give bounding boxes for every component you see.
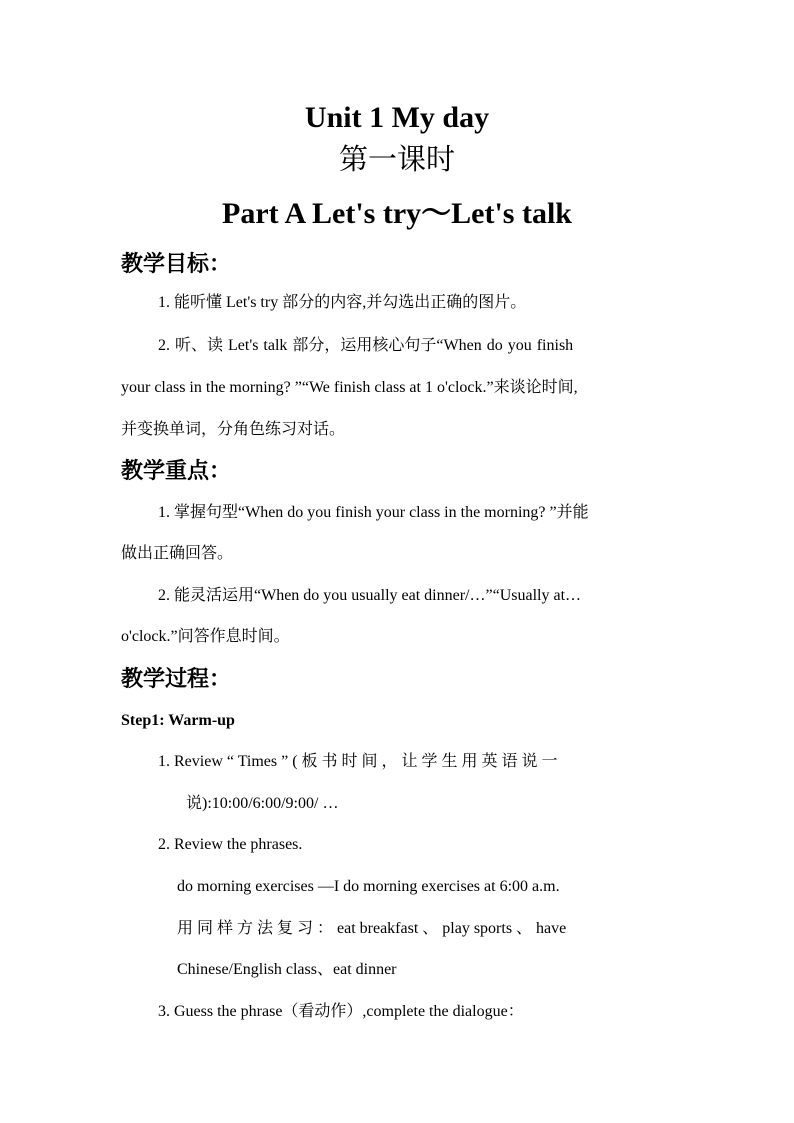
key-point-2-line-2: o'clock.”问答作息时间。 (121, 628, 290, 645)
process-heading: 教学过程： (121, 666, 232, 691)
part-title: Part A Let's try～Let's talk (222, 197, 572, 230)
key-points-heading: 教学重点： (121, 458, 232, 483)
objective-item-2-line-2: your class in the morning? ”“We finish class at 1 o'clock.”来谈论时间, (121, 379, 578, 396)
key-point-1-line-1: 1. 掌握句型“When do you finish your class in the morning? ”并能 (158, 504, 589, 521)
step1-item-2: 2. Review the phrases. (158, 836, 303, 853)
objective-item-2-line-1 (158, 335, 672, 357)
objectives-heading: 教学目标： (121, 251, 232, 276)
step1-item-1-line-2: 说):10:00/6:00/9:00/ … (186, 795, 339, 812)
objective-item-1: 1. 能听懂 Let's try 部分的内容,并勾选出正确的图片。 (158, 294, 527, 311)
objective-item-2-line-3: 并变换单词，分角色练习对话。 (121, 421, 346, 438)
step1-heading: Step1: Warm-up (121, 712, 235, 729)
key-point-1-line-2: 做出正确回答。 (121, 545, 234, 562)
step1-item-2-example: do morning exercises —I do morning exercises at 6:00 a.m. (177, 878, 560, 895)
key-point-2-line-1: 2. 能灵活运用“When do you usually eat dinner/…”“Usually at… (158, 587, 582, 604)
step1-item-2-line-4: Chinese/English class、eat dinner (177, 961, 397, 978)
step1-item-3: 3. Guess the phrase（看动作）,complete the dialogue： (158, 1003, 524, 1020)
objective-item-2-line-1-text: 2. 听、读 Let's talk 部分，运用核心句子“When do you finish (158, 337, 574, 354)
step1-item-2-line-3: 用 同 样 方 法 复 习 ： eat breakfast 、 play sports 、 have (177, 920, 567, 937)
unit-title: Unit 1 My day (304, 101, 490, 134)
lesson-title: 第一课时 (338, 144, 455, 176)
step1-item-1-line-1: 1. Review “ Times ” ( 板 书 时 间 ， 让 学 生 用 英 语 说 一 (158, 753, 558, 770)
